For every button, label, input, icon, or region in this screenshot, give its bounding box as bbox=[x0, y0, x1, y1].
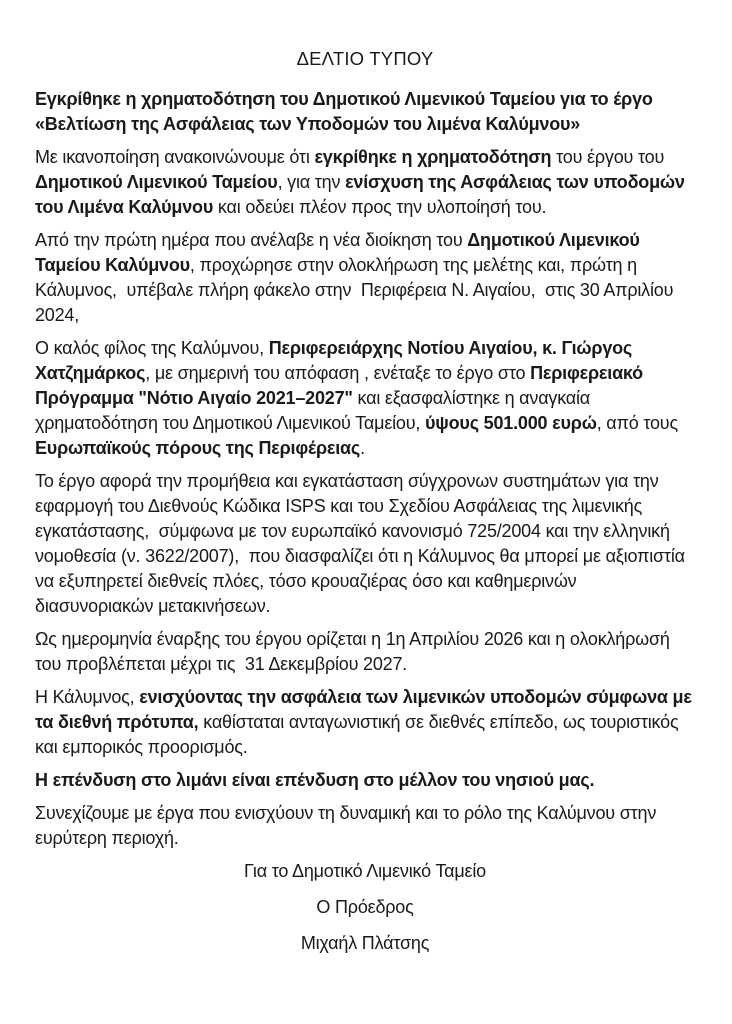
investment-statement-paragraph bbox=[35, 768, 695, 793]
bold-text-run: εγκρίθηκε η χρηματοδότηση bbox=[314, 147, 552, 167]
history-paragraph bbox=[35, 228, 695, 328]
text-run: Από την πρώτη ημέρα που ανέλαβε η νέα διοίκηση του bbox=[35, 230, 468, 250]
signature-line: Μιχαήλ Πλάτσης bbox=[300, 933, 430, 953]
competitiveness-paragraph bbox=[35, 685, 695, 760]
document-title: ΔΕΛΤΙΟ ΤΥΠΟΥ bbox=[296, 48, 434, 69]
signature-line: Ο Πρόεδρος bbox=[316, 897, 414, 917]
announcement-paragraph bbox=[35, 145, 695, 220]
bold-text-run: Δημοτικού Λιμενικού Ταμείου bbox=[35, 172, 278, 192]
text-run: Ως ημερομηνία έναρξης του έργου ορίζεται η 1η Απριλίου 2026 και η ολοκλήρωσή του προβλέπεται μέχρι τις 31 Δεκεμβρίου 2027. bbox=[35, 629, 675, 674]
text-run: Το έργο αφορά την προμήθεια και εγκατάσταση σύγχρονων συστημάτων για την εφαρμογή του Διεθνούς Κώδικα ISPS και του Σχεδίου Ασφάλειας της λιμενικής εγκατάστασης, σύμφωνα με τον ευρωπαϊκό κανονισμό 725/2004 και την ελληνική νομοθεσία (ν. 3622/2007), που διασφαλίζει ότι η Κάλυμνος θα μπορεί με αξιοπιστία να εξυπηρετεί διεθνείς πλόες, τόσο κρουαζιέρας όσο και καθημερινών διασυνοριακών μετακινήσεων. bbox=[35, 471, 690, 616]
project-scope-paragraph bbox=[35, 469, 695, 619]
text-run: . bbox=[360, 438, 365, 458]
text-run: καθίσταται ανταγωνιστική σε διεθνές επίπεδο, ως τουριστικός και εμπορικός προορισμός. bbox=[35, 712, 684, 757]
text-run: , με σημερινή του απόφαση , ενέταξε το έργο στο bbox=[145, 363, 531, 383]
document-body bbox=[35, 87, 695, 851]
text-run: , από τους bbox=[596, 413, 683, 433]
subject-heading bbox=[35, 87, 695, 137]
text-run: , για την bbox=[277, 172, 346, 192]
signature-block bbox=[35, 859, 695, 956]
bold-text-run: Περιφερειακό Πρόγραμμα "Νότιο Αιγαίο 2021–2027" bbox=[35, 363, 648, 408]
bold-text-run: Περιφερειάρχης Νοτίου Αιγαίου, κ. Γιώργος Χατζημάρκος bbox=[35, 338, 637, 383]
text-run: Με ικανοποίηση ανακοινώνουμε ότι bbox=[35, 147, 315, 167]
text-run: Η Κάλυμνος, bbox=[35, 687, 140, 707]
bold-text-run: ενισχύοντας την ασφάλεια των λιμενικών υποδομών σύμφωνα με τα διεθνή πρότυπα, bbox=[35, 687, 697, 732]
bold-text-run: ύψους 501.000 ευρώ bbox=[425, 413, 597, 433]
text-run: του έργου του bbox=[551, 147, 669, 167]
funding-decision-paragraph bbox=[35, 336, 695, 461]
text-run: , προχώρησε στην ολοκλήρωση της μελέτης και, πρώτη η Κάλυμνος, υπέβαλε πλήρη φάκελο στην Περιφέρεια Ν. Αιγαίου, στις 30 Απριλίου 2024, bbox=[35, 255, 679, 325]
bold-text-run: Δημοτικού Λιμενικού Ταμείου Καλύμνου bbox=[35, 230, 645, 275]
signature-line: Για το Δημοτικό Λιμενικό Ταμείο bbox=[243, 861, 486, 881]
text-run: και οδεύει πλέον προς την υλοποίησή του. bbox=[213, 197, 547, 217]
timeline-paragraph bbox=[35, 627, 695, 677]
text-run: Συνεχίζουμε με έργα που ενισχύουν τη δυναμική και το ρόλο της Καλύμνου στην ευρύτερη περιοχή. bbox=[35, 803, 661, 848]
bold-text-run: Εγκρίθηκε η χρηματοδότηση του Δημοτικού Λιμενικού Ταμείου για το έργο «Βελτίωση της Ασφάλειας των Υποδομών του λιμένα Καλύμνου» bbox=[35, 89, 658, 134]
text-run: και εξασφαλίστηκε η αναγκαία χρηματοδότηση του Δημοτικού Λιμενικού Ταμείου, bbox=[35, 388, 595, 433]
bold-text-run: Ευρωπαϊκούς πόρους της Περιφέρειας bbox=[35, 438, 361, 458]
bold-text-run: Η επένδυση στο λιμάνι είναι επένδυση στο μέλλον του νησιού μας. bbox=[35, 770, 595, 790]
bold-text-run: ενίσχυση της Ασφάλειας των υποδομών του Λιμένα Καλύμνου bbox=[35, 172, 690, 217]
closing-paragraph bbox=[35, 801, 695, 851]
text-run: Ο καλός φίλος της Καλύμνου, bbox=[35, 338, 269, 358]
